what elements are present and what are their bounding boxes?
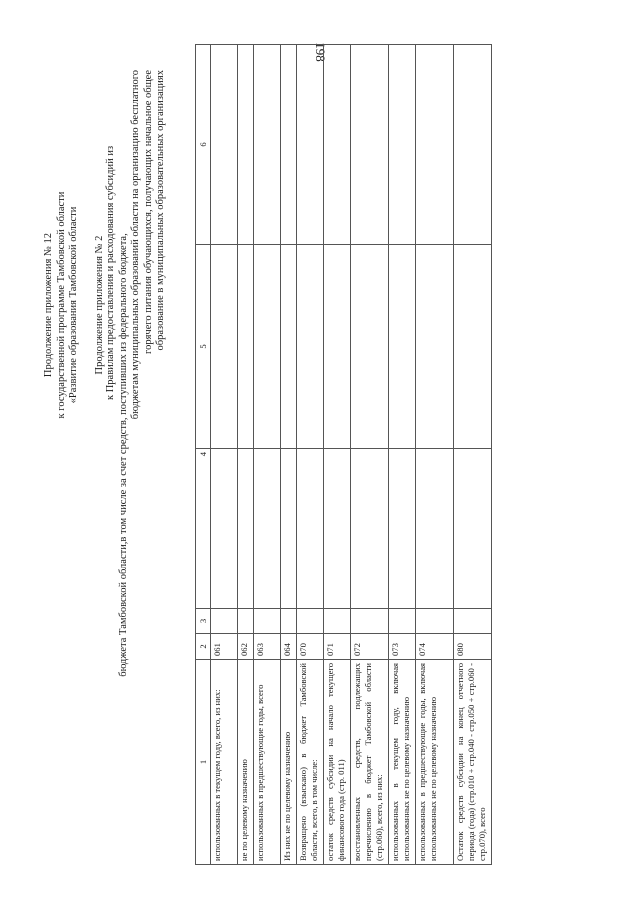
column-header: 5 — [196, 245, 211, 449]
table-cell — [281, 449, 297, 609]
appendix-continuation-12: Продолжение приложения № 12 — [43, 232, 54, 378]
table-cell — [254, 449, 281, 609]
table-cell — [351, 245, 389, 449]
column-header: 1 — [196, 660, 211, 865]
table-row — [254, 45, 281, 865]
table-cell — [297, 449, 324, 609]
appendix-continuation-2: Продолжение приложения № 2 — [93, 235, 105, 375]
table-cell — [351, 449, 389, 609]
table-header-row — [196, 45, 211, 865]
row-code: 073 — [389, 634, 416, 660]
table-cell — [454, 245, 492, 449]
row-code: 062 — [238, 634, 254, 660]
program-name: «Развитие образования Тамбовской области — [68, 206, 79, 404]
program-reference: к государственной программе Тамбовской области — [55, 191, 67, 419]
table-row — [389, 45, 416, 865]
table-row — [416, 45, 454, 865]
column-header: 6 — [196, 45, 211, 245]
column-header: 2 — [196, 634, 211, 660]
row-label: не по целевому назначению — [238, 660, 254, 865]
row-label: Возвращено (взыскано) в бюджет Тамбовской области, всего, в том числе: — [297, 660, 324, 865]
table-cell — [454, 609, 492, 634]
table-cell — [238, 609, 254, 634]
table-cell — [297, 45, 324, 245]
table-row — [238, 45, 254, 865]
row-code: 080 — [454, 634, 492, 660]
table-cell — [238, 449, 254, 609]
row-label: Из них не по целевому назначению — [281, 660, 297, 865]
table-cell — [254, 245, 281, 449]
table-cell — [297, 609, 324, 634]
row-label: использованных в предшествующие годы, всего — [254, 660, 281, 865]
table-cell — [454, 45, 492, 245]
table-cell — [211, 609, 238, 634]
row-code: 072 — [351, 634, 389, 660]
appendix-header — [43, 45, 106, 565]
page-number: 198 — [313, 42, 328, 62]
table-row — [324, 45, 351, 865]
rules-title-line: бюджета Тамбовской области,в том числе за счет средств, поступивших из федерального бюджета, — [117, 233, 129, 677]
row-label: восстановленных средств, подлежащих перечислению в бюджет Тамбовской области (стр.060), всего, из них: — [351, 660, 389, 865]
row-code: 061 — [211, 634, 238, 660]
rules-title-line: горячего питания обучающихся, получающих начальное общее — [142, 70, 154, 354]
table-cell — [389, 45, 416, 245]
table-row — [351, 45, 389, 865]
row-code: 071 — [324, 634, 351, 660]
table-cell — [454, 449, 492, 609]
row-label: Остаток средств субсидии на конец отчетного периода (года) (стр.010 + стр.040 - стр.050 + стр.060 - стр.070), всего — [454, 660, 492, 865]
table-row — [281, 45, 297, 865]
table-row — [211, 45, 238, 865]
table-row — [297, 45, 324, 865]
table-cell — [211, 449, 238, 609]
table-cell — [416, 449, 454, 609]
table-cell — [416, 45, 454, 245]
rules-title — [105, 70, 168, 840]
table-cell — [389, 449, 416, 609]
table-cell — [324, 609, 351, 634]
table-cell — [211, 45, 238, 245]
table-cell — [281, 245, 297, 449]
rules-title-line: образование в муниципальных образовательных организациях — [155, 70, 166, 351]
table-cell — [211, 245, 238, 449]
column-header: 4 — [196, 449, 211, 609]
table-cell — [324, 45, 351, 245]
row-label: использованных в текущем году, всего, из них: — [211, 660, 238, 865]
table-cell — [238, 245, 254, 449]
table-cell — [238, 45, 254, 245]
table-cell — [351, 609, 389, 634]
subsidy-report-table — [195, 44, 492, 865]
table-cell — [281, 609, 297, 634]
row-label: остаток средств субсидии на начало текущего финансового года (стр. 011) — [324, 660, 351, 865]
rules-title-line: к Правилам предоставления и расходования субсидий из — [105, 145, 116, 400]
table-cell — [254, 45, 281, 245]
row-code: 074 — [416, 634, 454, 660]
table-cell — [297, 245, 324, 449]
table-cell — [324, 449, 351, 609]
table-cell — [281, 45, 297, 245]
row-label: использованных в предшествующие годы, включая использованных не по целевому назначению — [416, 660, 454, 865]
rules-title-line: бюджетам муниципальных образований области на организацию бесплатного — [130, 70, 141, 420]
table-cell — [416, 609, 454, 634]
table-cell — [254, 609, 281, 634]
table-cell — [389, 245, 416, 449]
row-code: 070 — [297, 634, 324, 660]
table-row — [454, 45, 492, 865]
column-header: 3 — [196, 609, 211, 634]
table-cell — [389, 609, 416, 634]
row-code: 063 — [254, 634, 281, 660]
row-label: использованных в текущем году, включая использованных не по целевому назначению — [389, 660, 416, 865]
row-code: 064 — [281, 634, 297, 660]
table-cell — [416, 245, 454, 449]
table-cell — [351, 45, 389, 245]
table-cell — [324, 245, 351, 449]
